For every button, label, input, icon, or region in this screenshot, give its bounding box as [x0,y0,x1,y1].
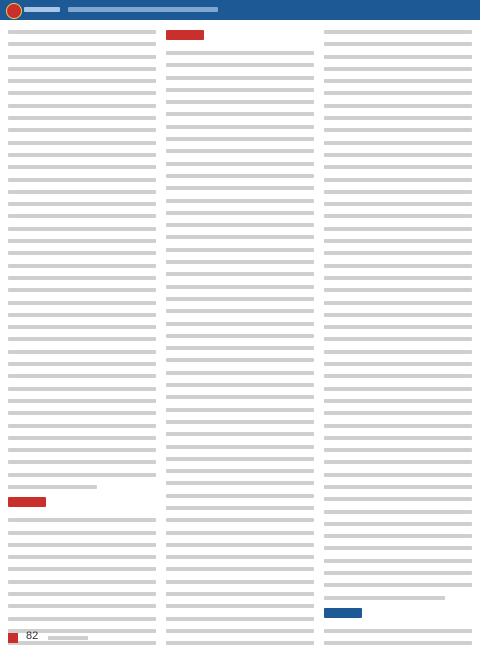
text-line-placeholder [8,55,156,59]
text-line-placeholder [324,411,472,415]
text-line-placeholder [324,448,472,452]
text-line-placeholder [166,432,314,436]
text-line-placeholder [166,555,314,559]
text-line-placeholder [166,604,314,608]
text-line-placeholder [8,592,156,596]
text-line-placeholder [166,469,314,473]
text-line-placeholder [166,76,314,80]
text-line-placeholder [324,325,472,329]
text-line-placeholder [8,531,156,535]
text-line-placeholder [8,350,156,354]
text-line-placeholder [8,227,156,231]
text-line-placeholder [166,457,314,461]
text-line-placeholder [166,358,314,362]
text-column-1 [8,30,156,620]
text-line-placeholder [166,408,314,412]
text-line-placeholder [166,346,314,350]
text-line-placeholder [166,199,314,203]
text-line-placeholder [166,617,314,621]
text-line-placeholder [8,239,156,243]
text-line-placeholder [8,42,156,46]
text-line-placeholder [324,399,472,403]
text-line-placeholder [324,374,472,378]
text-line-placeholder [8,67,156,71]
text-line-placeholder [8,411,156,415]
text-line-placeholder [166,420,314,424]
emblem-icon [6,3,22,19]
text-line-placeholder [166,567,314,571]
text-line-placeholder [8,104,156,108]
text-line-placeholder [166,309,314,313]
footer [0,628,480,648]
text-line-placeholder [324,42,472,46]
text-line-placeholder [8,448,156,452]
text-line-placeholder [324,546,472,550]
text-line-placeholder [166,211,314,215]
text-line-placeholder [166,494,314,498]
text-line-placeholder [324,141,472,145]
text-line-placeholder [324,165,472,169]
text-line-placeholder [324,239,472,243]
text-line-placeholder [324,227,472,231]
text-line-placeholder [324,571,472,575]
text-column-2 [166,30,314,620]
footer-mark-icon [8,633,18,643]
text-line-placeholder [166,223,314,227]
text-line-placeholder [8,604,156,608]
text-line-placeholder [8,128,156,132]
text-line-placeholder [8,424,156,428]
text-line-placeholder [8,178,156,182]
text-line-placeholder [166,260,314,264]
text-line-placeholder [8,202,156,206]
text-line-placeholder [166,506,314,510]
text-line-placeholder [8,543,156,547]
text-line-placeholder [8,79,156,83]
text-line-placeholder [324,251,472,255]
text-line-placeholder [166,272,314,276]
text-line-placeholder [166,137,314,141]
text-line-placeholder [324,301,472,305]
text-line-placeholder [8,374,156,378]
text-line-placeholder [166,149,314,153]
text-line-placeholder [324,510,472,514]
text-line-placeholder [324,436,472,440]
text-line-placeholder [166,100,314,104]
text-line-placeholder [324,522,472,526]
text-line-placeholder [8,288,156,292]
text-line-placeholder [166,186,314,190]
text-line-placeholder [8,485,97,489]
text-line-placeholder [8,214,156,218]
text-line-placeholder [166,371,314,375]
text-line-placeholder [8,190,156,194]
text-line-placeholder [324,337,472,341]
text-line-placeholder [324,67,472,71]
text-line-placeholder [8,460,156,464]
text-line-placeholder [8,141,156,145]
text-line-placeholder [166,285,314,289]
text-line-placeholder [324,473,472,477]
text-line-placeholder [324,79,472,83]
section-tag [324,608,362,618]
section-tag [166,30,204,40]
text-line-placeholder [8,399,156,403]
text-line-placeholder [324,534,472,538]
text-line-placeholder [8,617,156,621]
text-line-placeholder [324,350,472,354]
text-line-placeholder [324,30,472,34]
text-line-placeholder [324,288,472,292]
text-line-placeholder [8,567,156,571]
text-line-placeholder [324,104,472,108]
text-line-placeholder [324,559,472,563]
text-line-placeholder [8,518,156,522]
text-line-placeholder [166,531,314,535]
text-line-placeholder [166,481,314,485]
page-number: 82 [26,630,39,642]
header-title-cn-placeholder [24,7,60,12]
text-column-3 [324,30,472,620]
text-line-placeholder [324,190,472,194]
text-line-placeholder [166,543,314,547]
text-line-placeholder [324,497,472,501]
text-line-placeholder [166,174,314,178]
text-line-placeholder [324,214,472,218]
text-line-placeholder [324,583,472,587]
text-line-placeholder [166,112,314,116]
text-line-placeholder [324,387,472,391]
footer-text-placeholder [48,636,88,640]
text-line-placeholder [166,383,314,387]
text-line-placeholder [166,580,314,584]
text-line-placeholder [8,436,156,440]
text-line-placeholder [324,424,472,428]
text-line-placeholder [8,555,156,559]
text-line-placeholder [166,125,314,129]
text-line-placeholder [324,116,472,120]
text-line-placeholder [8,116,156,120]
text-line-placeholder [324,596,445,600]
text-line-placeholder [166,334,314,338]
text-line-placeholder [324,55,472,59]
text-line-placeholder [324,91,472,95]
text-line-placeholder [8,91,156,95]
text-line-placeholder [166,518,314,522]
text-line-placeholder [324,202,472,206]
text-line-placeholder [166,395,314,399]
text-line-placeholder [166,162,314,166]
text-line-placeholder [8,580,156,584]
text-line-placeholder [8,387,156,391]
text-line-placeholder [166,592,314,596]
text-line-placeholder [324,313,472,317]
text-line-placeholder [324,128,472,132]
text-line-placeholder [8,153,156,157]
text-line-placeholder [324,178,472,182]
header-title-en-placeholder [68,7,218,12]
text-line-placeholder [8,165,156,169]
header-bar [0,0,480,20]
text-line-placeholder [8,251,156,255]
section-tag [8,497,46,507]
text-line-placeholder [166,248,314,252]
text-line-placeholder [166,322,314,326]
text-line-placeholder [8,264,156,268]
text-line-placeholder [324,485,472,489]
text-line-placeholder [8,276,156,280]
text-line-placeholder [8,325,156,329]
text-line-placeholder [166,88,314,92]
text-line-placeholder [166,51,314,55]
text-line-placeholder [166,297,314,301]
text-line-placeholder [8,473,156,477]
text-line-placeholder [8,362,156,366]
text-line-placeholder [166,63,314,67]
text-line-placeholder [8,337,156,341]
text-line-placeholder [8,30,156,34]
text-line-placeholder [8,313,156,317]
text-line-placeholder [324,276,472,280]
text-line-placeholder [324,153,472,157]
text-line-placeholder [324,264,472,268]
text-line-placeholder [324,460,472,464]
text-line-placeholder [8,301,156,305]
text-line-placeholder [166,235,314,239]
text-line-placeholder [324,362,472,366]
text-line-placeholder [166,445,314,449]
